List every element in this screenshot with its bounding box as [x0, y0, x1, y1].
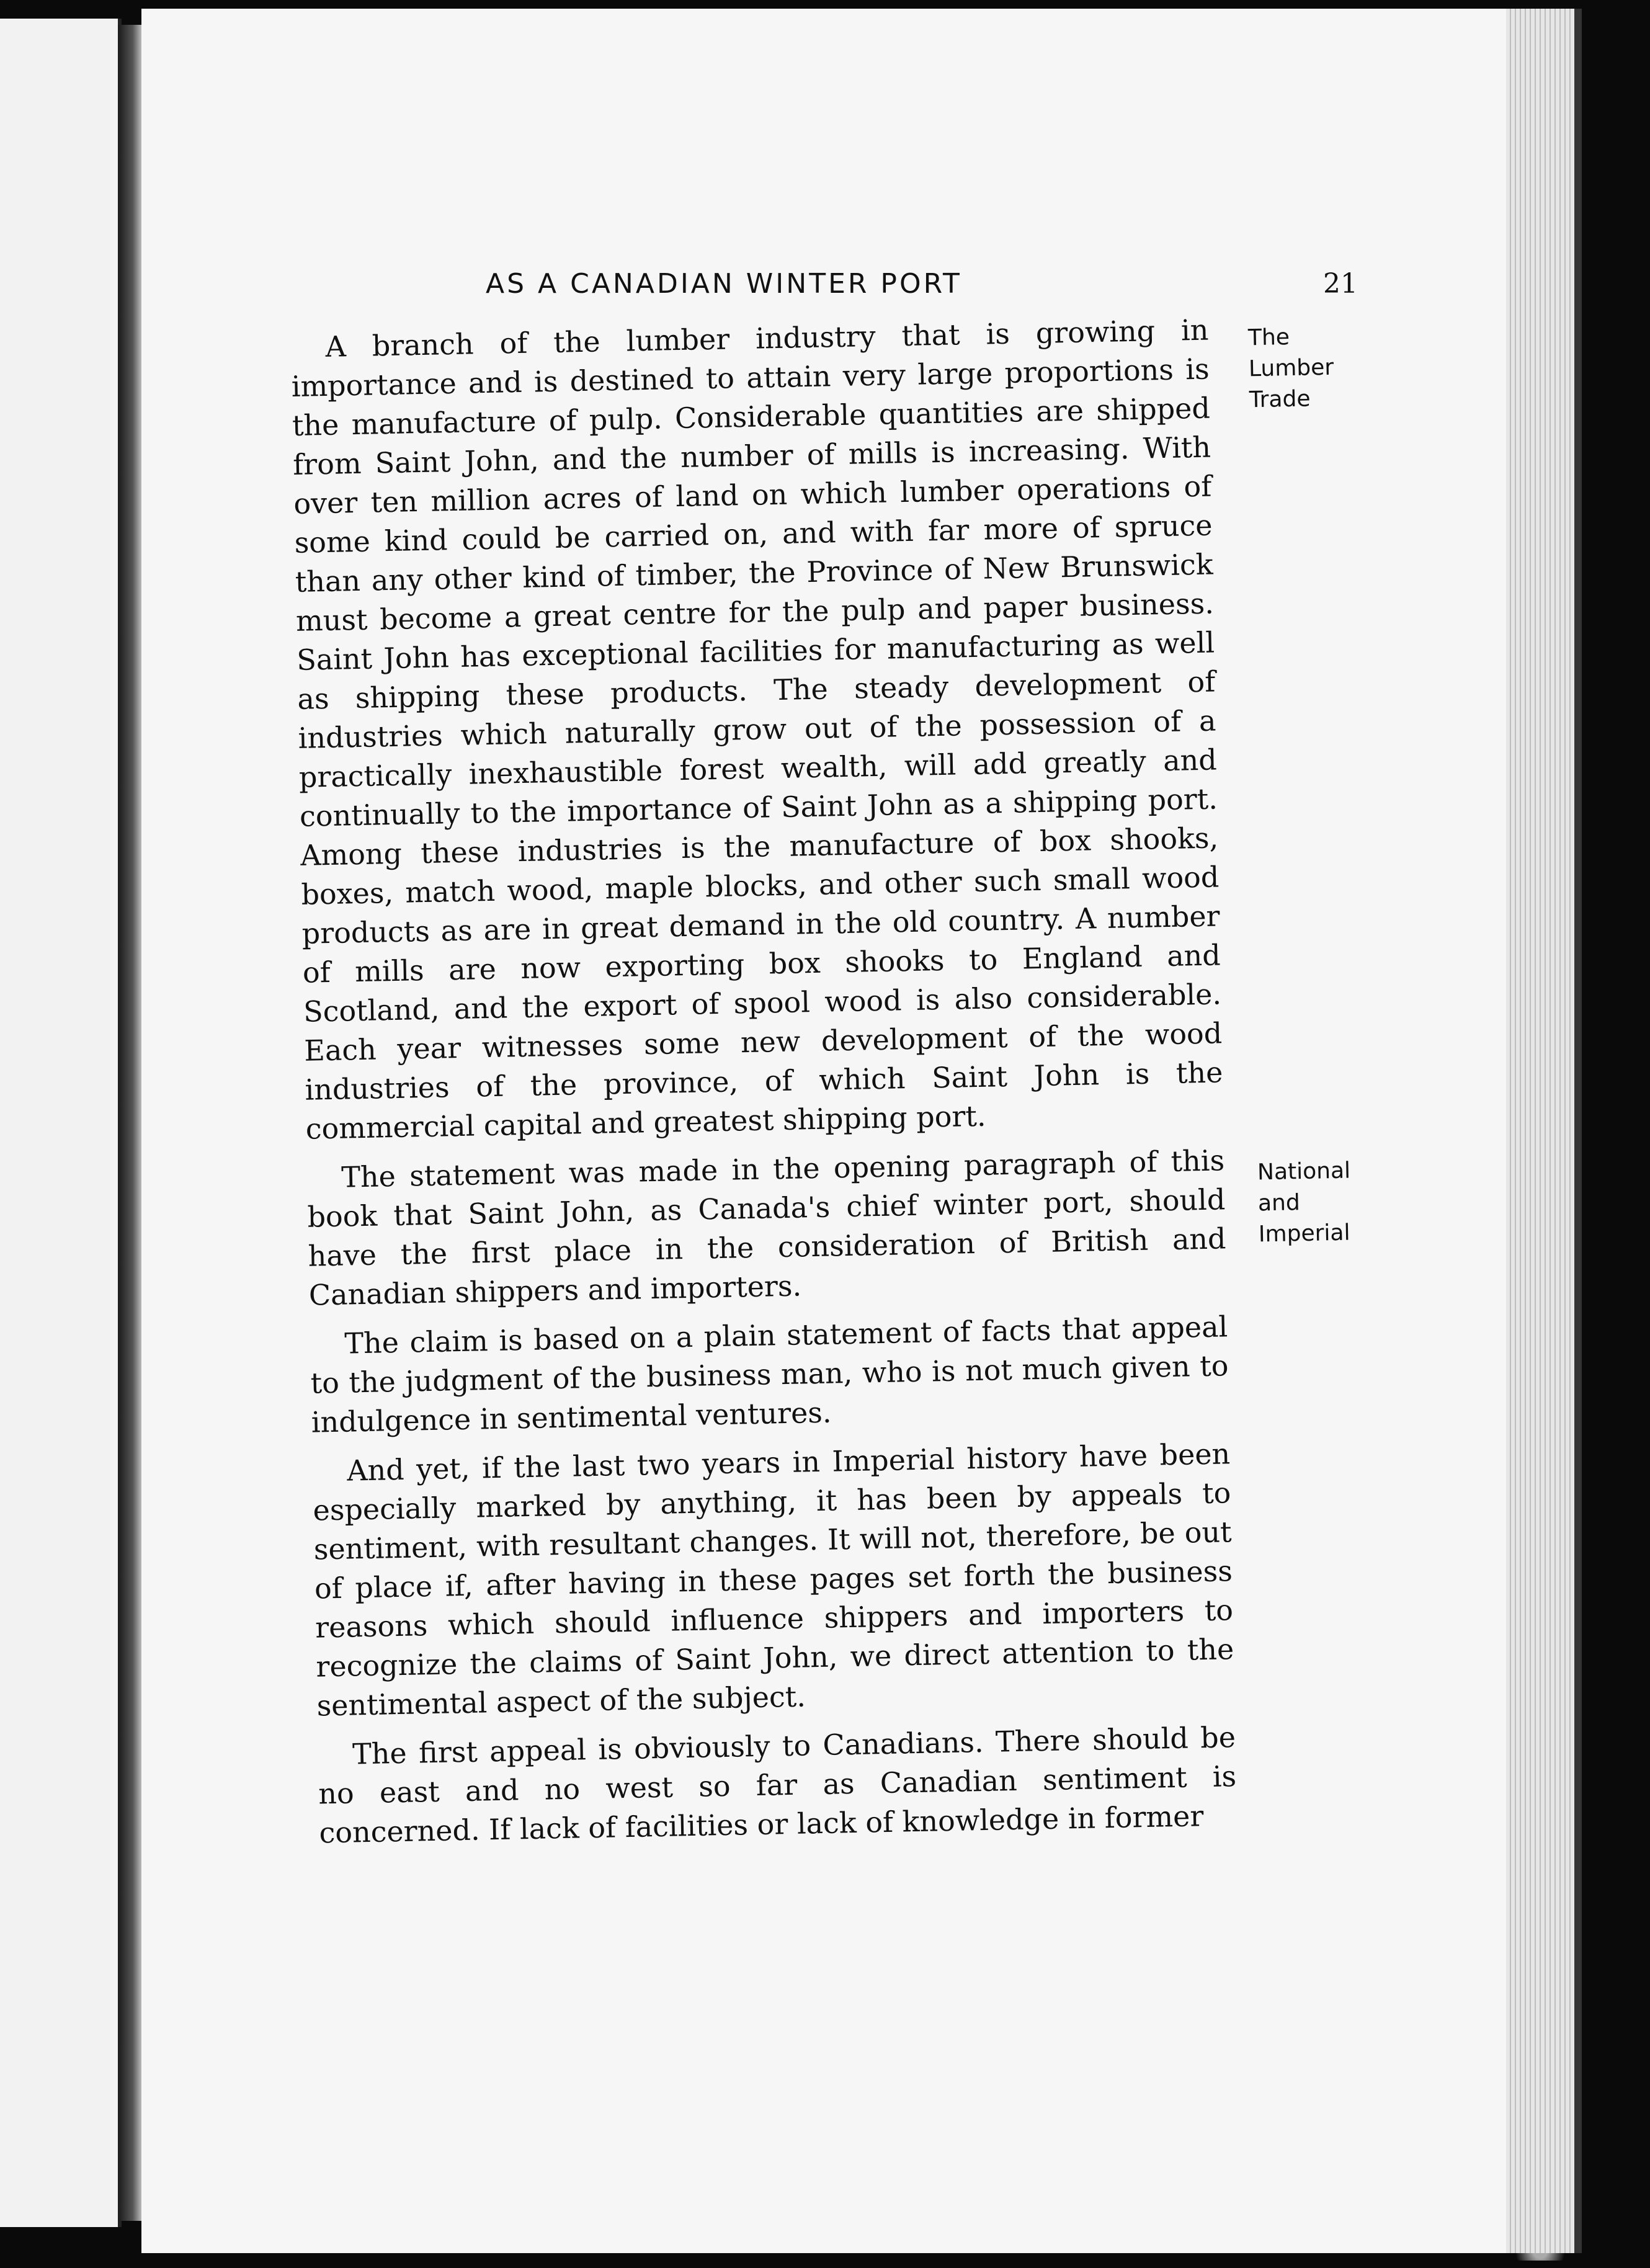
- sidenote-national-imperial: [1257, 1156, 1352, 1251]
- paragraph: The first appeal is obviously to Canadians. There should be no east and no west so far as Canadian sentiment is concerned. If lack of facilities or lack of knowledge in former: [318, 1720, 1237, 1850]
- page-stack-edges: [1506, 9, 1574, 2253]
- sidenote-line: Lumber: [1248, 354, 1334, 382]
- paragraph: The statement was made in the opening paragraph of this book that Saint John, as Canada's chief winter port, should have the first place in the consideration of British and Canadian shippers and importers.: [306, 1143, 1226, 1312]
- paragraph: A branch of the lumber industry that is growing in importance and is destined to attain very large proportions is the manufacture of pulp. Considerable quantities are shipped from Saint John, and the number of mills is increasing. With over ten million acres of land on which lumber operations of some kind could be carried on, and with far more of spruce than any other kind of timber, the Province of New Brunswick must become a great centre for the pulp and paper business. Saint John has exceptional facilities for manufacturing as well as shipping these products. The steady development of industries which naturally grow out of the possession of a practically inexhaustible forest wealth, will add greatly and continually to the importance of Saint John as a shipping port. Among these industries is the manufacture of box shooks, boxes, match wood, maple blocks, and other such small wood products as are in great demand in the old country. A number of mills are now exporting box shooks to England and Scotland, and the export of spool wood is also considerable. Each year witnesses some new development of the wood industries of the province, of which Saint John is the commercial capital and greatest shipping port.: [291, 313, 1223, 1146]
- page-stack-shadow: [1574, 9, 1582, 2253]
- sidenote-line: and: [1257, 1190, 1301, 1217]
- page-number: 21: [1323, 268, 1358, 300]
- sidenote-line: Imperial: [1258, 1220, 1350, 1248]
- facing-page-edge: [0, 19, 122, 2227]
- sidenote-line: National: [1257, 1158, 1351, 1185]
- sidenote-lumber-trade: [1248, 321, 1335, 416]
- running-head: AS A CANADIAN WINTER PORT: [486, 268, 962, 300]
- gutter-shadow: [118, 25, 143, 2221]
- paragraph: And yet, if the last two years in Imperial history have been especially marked by anything, it has been by appeals to sentiment, with resultant changes. It will not, therefore, be out of place if, after having in these pages set forth the business reasons which should influence shippers and importers to recognize the claims of Saint John, we direct attention to the sentimental aspect of the subject.: [313, 1437, 1234, 1723]
- paragraph: The claim is based on a plain statement of facts that appeal to the judgment of the business man, who is not much given to indulgence in sentimental ventures.: [310, 1310, 1229, 1439]
- book-page: [141, 9, 1506, 2253]
- sidenote-line: The: [1247, 324, 1290, 351]
- body-text: [290, 311, 1238, 1863]
- sidenote-line: Trade: [1249, 386, 1311, 413]
